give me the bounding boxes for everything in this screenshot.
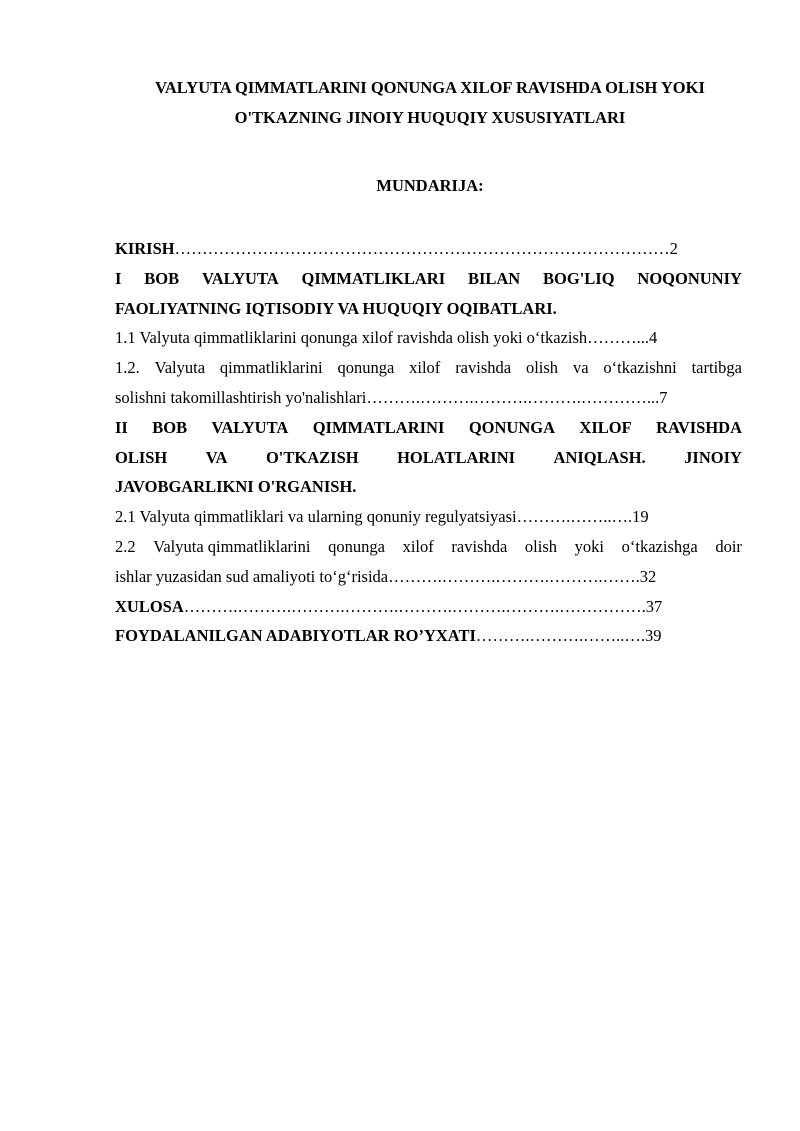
toc-word: ravishda <box>455 358 512 378</box>
toc-word: Valyuta qimmatliklarini <box>153 536 311 556</box>
toc-word: BOB <box>144 268 180 288</box>
toc-chapter-2-line-1 <box>115 413 742 443</box>
toc-word: ANIQLASH. <box>553 447 646 467</box>
toc-word: Valyuta <box>154 358 206 378</box>
toc-word: NOQONUNIY <box>637 268 742 288</box>
toc-page-number: 37 <box>645 596 663 616</box>
toc-entry-label: 1.1 Valyuta qimmatliklarini qonunga xilof ravishda olish yoki o‘tkazish <box>115 328 588 348</box>
toc-page-number: 2 <box>669 239 678 258</box>
toc-word: 1.2. <box>115 358 140 378</box>
toc-word: XILOF <box>579 417 632 437</box>
toc-word: yoki <box>574 536 604 556</box>
toc-entry-conclusion <box>115 592 742 622</box>
toc-word: olish <box>524 536 558 556</box>
toc-leader-dots: ……….……….……….……….………… <box>366 387 647 407</box>
toc-word: VALYUTA <box>201 268 279 288</box>
toc-entry-intro <box>115 234 742 264</box>
toc-entry-label: solishni takomillashtirish yo'nalishlari <box>115 387 367 407</box>
table-of-contents <box>115 234 742 651</box>
toc-word: O'TKAZISH <box>265 447 359 467</box>
toc-entry-2-2-line-2 <box>115 562 742 592</box>
toc-chapter-2-line-2 <box>115 443 742 473</box>
toc-leader-dots: ……………………………………………………………………………… <box>174 239 670 258</box>
toc-page-number: 32 <box>639 566 657 586</box>
toc-entry-label: KIRISH <box>115 239 175 258</box>
toc-entry-label: 2.1 Valyuta qimmatliklari va ularning qonuniy regulyatsiyasi <box>115 507 517 527</box>
toc-entry-label: ishlar yuzasidan sud amaliyoti to‘g‘risida <box>115 566 389 586</box>
toc-word: HOLATLARINI <box>397 447 516 467</box>
toc-word: xilof <box>409 358 441 378</box>
toc-word: qonunga <box>337 358 395 378</box>
toc-leader-dots: ……….……..… <box>516 507 628 527</box>
toc-entry-2-2-line-1 <box>115 532 742 562</box>
toc-entry-1-2-line-2 <box>115 383 742 413</box>
toc-word: ravishda <box>451 536 508 556</box>
toc-word: I <box>115 268 122 288</box>
toc-page-number: .19 <box>627 507 649 527</box>
toc-entry-label: FOYDALANILGAN ADABIYOTLAR RO’YXATI <box>115 626 476 646</box>
toc-word: BILAN <box>467 268 521 288</box>
toc-word: RAVISHDA <box>656 417 742 437</box>
toc-page-number: ...7 <box>646 387 668 407</box>
title-line-1: VALYUTA QIMMATLARINI QONUNGA XILOF RAVISHDA OLISH YOKI <box>155 78 705 97</box>
toc-word: VALYUTA <box>211 417 289 437</box>
toc-word: xilof <box>402 536 434 556</box>
toc-entry-bibliography <box>115 621 742 651</box>
toc-word: OLISH <box>115 447 168 467</box>
toc-chapter-1-line-1 <box>115 264 742 294</box>
toc-page-number: .4 <box>644 328 658 348</box>
toc-page-number: .39 <box>640 626 662 646</box>
toc-leader-dots: ……….. <box>587 328 645 348</box>
toc-leader-dots: ……….……….……….……….……….……….……….……………. <box>183 596 646 616</box>
toc-leader-dots: ……….……….……….……….……. <box>388 566 640 586</box>
toc-entry-1-2-line-1 <box>115 353 742 383</box>
toc-word: BOB <box>152 417 188 437</box>
toc-word: tartibga <box>691 358 742 378</box>
toc-word: qimmatliklarini <box>219 358 323 378</box>
toc-word: JINOIY <box>684 447 742 467</box>
toc-word: 2.2 <box>115 536 136 556</box>
toc-word: II <box>115 417 128 437</box>
toc-leader-dots: ……….……….……..… <box>475 626 641 646</box>
toc-word: o‘tkazishga <box>621 536 698 556</box>
toc-word: o‘tkazishni <box>603 358 677 378</box>
title-line-2: O'TKAZNING JINOIY HUQUQIY XUSUSIYATLARI <box>234 108 626 127</box>
toc-word: BOG'LIQ <box>543 268 615 288</box>
toc-word: VA <box>205 447 228 467</box>
toc-word: va <box>572 358 589 378</box>
toc-heading: MUNDARIJA: <box>376 176 484 195</box>
toc-word: qonunga <box>328 536 385 556</box>
toc-entry-label: XULOSA <box>115 596 184 616</box>
toc-word: olish <box>525 358 559 378</box>
toc-word: QONUNGA <box>468 417 555 437</box>
toc-word: QIMMATLARINI <box>312 417 445 437</box>
document-title <box>100 73 760 133</box>
toc-word: doir <box>715 536 742 556</box>
toc-word: QIMMATLIKLARI <box>301 268 446 288</box>
toc-chapter-1-line-2: FAOLIYATNING IQTISODIY VA HUQUQIY OQIBATLARI. <box>115 298 557 318</box>
toc-entry-1-1 <box>115 323 742 353</box>
toc-entry-2-1 <box>115 502 742 532</box>
toc-chapter-2-line-3: JAVOBGARLIKNI O'RGANISH. <box>115 477 357 497</box>
